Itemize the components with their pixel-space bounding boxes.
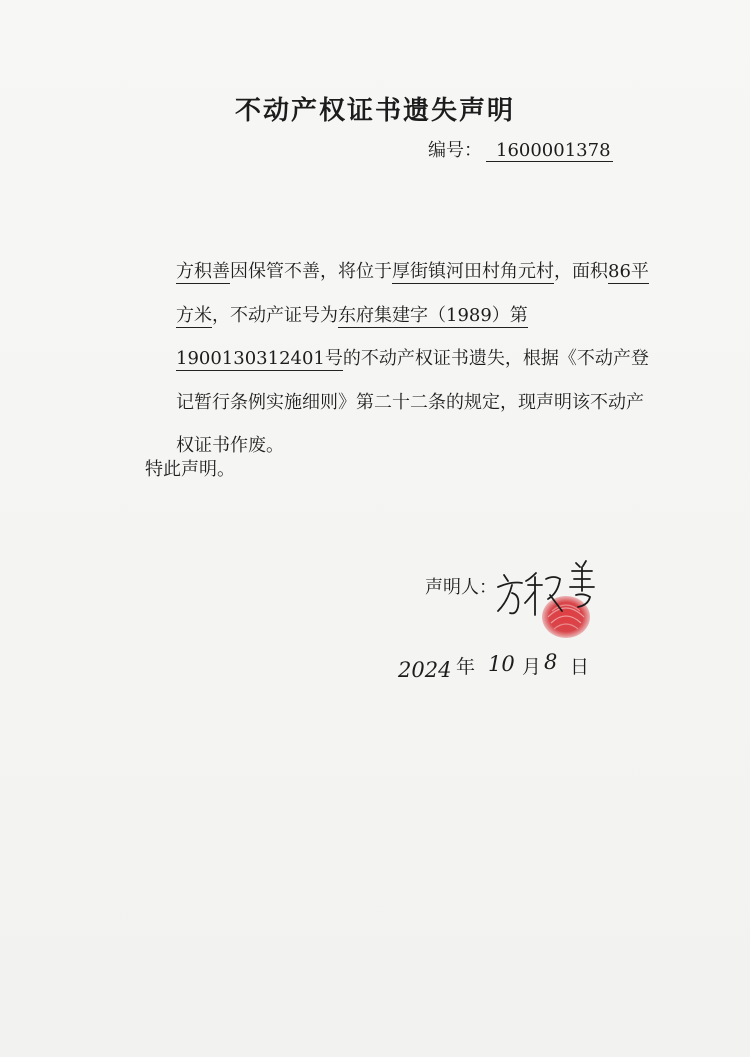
- fingerprint-seal: [542, 596, 590, 638]
- handwritten-signature-image: [490, 555, 630, 645]
- date-year: 2024: [398, 658, 452, 682]
- property-area: 86平方米: [176, 261, 649, 326]
- number-value: 1600001378: [486, 140, 613, 162]
- signer-label: 声明人：: [425, 577, 497, 598]
- text-segment: ，: [554, 261, 572, 282]
- document-number: [428, 136, 613, 162]
- property-location: 厚街镇河田村角元村: [392, 261, 554, 282]
- date-year-char: 年: [456, 656, 476, 678]
- signature-with-fingerprint: [490, 555, 630, 649]
- certificate-prefix: 东府集建字（1989）第: [338, 304, 528, 326]
- closing-statement: 特此声明。: [145, 459, 235, 480]
- number-label: 编号：: [428, 140, 482, 161]
- certificate-number: 1900130312401号: [176, 348, 343, 369]
- text-segment: 因保管不善，将位于: [230, 261, 392, 282]
- declaration-body: [92, 250, 652, 468]
- owner-name: 方积善: [176, 261, 230, 282]
- date-day: 8: [544, 650, 558, 674]
- text-segment: 面积: [572, 261, 608, 282]
- text-segment: ，不动产证号为: [212, 304, 338, 326]
- date-day-char: 日: [570, 656, 590, 678]
- declaration-paragraph: [92, 250, 652, 468]
- date-month-char: 月: [522, 656, 542, 678]
- text-segment: 的不动产权证书遗失，根据《不动产登记暂行条例实施细则》第二十二条的规定，现声明该不动产权证书作废。: [176, 348, 649, 456]
- document-title: 不动产权证书遗失声明: [234, 96, 515, 126]
- date-month: 10: [488, 652, 515, 676]
